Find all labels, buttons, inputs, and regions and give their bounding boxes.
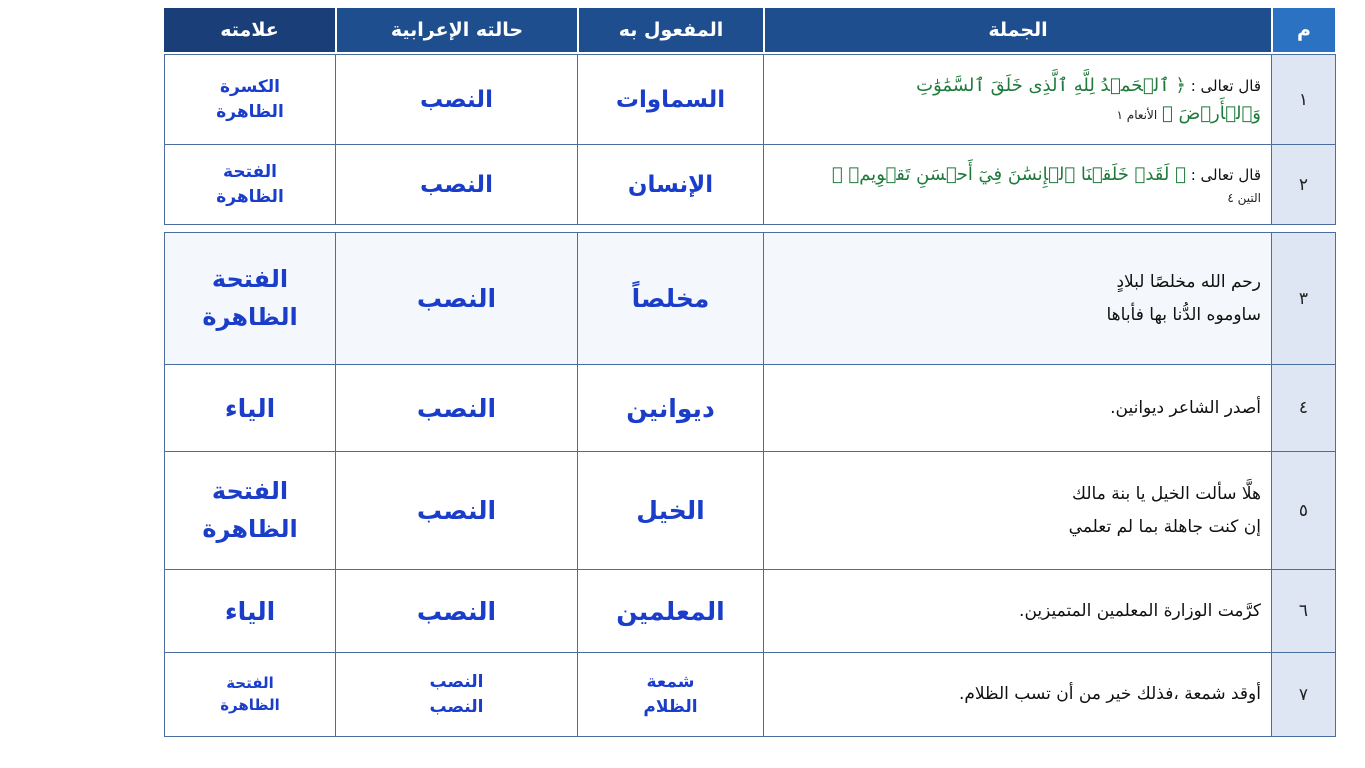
object-cell: الخيل xyxy=(578,452,764,570)
sign-cell: الفتحة الظاهرة xyxy=(165,233,336,365)
sentence-cell: هلَّا سألت الخيل يا بنة مالك إن كنت جاهلة بما لم تعلمي xyxy=(764,452,1272,570)
case-cell: النصب xyxy=(336,365,578,452)
sentence-prefix: قال تعالى : xyxy=(1185,166,1261,185)
quran-verse-continued: وَٱلۡأَرۡضَ ﴾ xyxy=(1161,102,1261,124)
case-cell: النصب xyxy=(336,145,578,225)
object-cell: الإنسان xyxy=(578,145,764,225)
object-cell: المعلمين xyxy=(578,570,764,653)
table-row xyxy=(165,55,1336,145)
verse-source: الأنعام ١ xyxy=(1116,107,1158,122)
header-number: م xyxy=(1271,8,1335,52)
row-number: ٢ xyxy=(1272,145,1336,225)
row-number: ٧ xyxy=(1272,653,1336,737)
sentence-cell: رحم الله مخلصًا لبلادٍ ساوموه الدُّنا بها فأباها xyxy=(764,233,1272,365)
sign-cell: الفتحة الظاهرة xyxy=(165,452,336,570)
sentence-cell: أصدر الشاعر ديوانين. xyxy=(764,365,1272,452)
table-row xyxy=(165,145,1336,225)
case-cell: النصب النصب xyxy=(336,653,578,737)
table-row xyxy=(165,233,1336,365)
sentence-cell xyxy=(764,145,1272,225)
quran-verse: ﴿ ٱلۡحَمۡدُ لِلَّهِ ٱلَّذِى خَلَقَ ٱلسَّمَٰوَٰتِ xyxy=(916,74,1186,96)
sentence-cell: أوقد شمعة ،فذلك خير من أن تسب الظلام. xyxy=(764,653,1272,737)
object-cell: ديوانين xyxy=(578,365,764,452)
table-lower-section xyxy=(164,232,1336,737)
header-object: المفعول به xyxy=(577,8,763,52)
sign-cell: الفتحة الظاهرة xyxy=(165,653,336,737)
table-upper-section xyxy=(164,54,1336,225)
row-number: ٤ xyxy=(1272,365,1336,452)
sign-cell: الفتحة الظاهرة xyxy=(165,145,336,225)
case-cell: النصب xyxy=(336,570,578,653)
table-header xyxy=(164,8,1335,52)
row-number: ٥ xyxy=(1272,452,1336,570)
row-number: ١ xyxy=(1272,55,1336,145)
sign-cell: الياء xyxy=(165,365,336,452)
sign-cell: الكسرة الظاهرة xyxy=(165,55,336,145)
case-cell: النصب xyxy=(336,55,578,145)
table-row xyxy=(165,452,1336,570)
header-case: حالته الإعرابية xyxy=(335,8,577,52)
header-sign: علامته xyxy=(164,8,335,52)
sentence-cell xyxy=(764,55,1272,145)
case-cell: النصب xyxy=(336,452,578,570)
sign-cell: الياء xyxy=(165,570,336,653)
object-cell: شمعة الظلام xyxy=(578,653,764,737)
row-number: ٦ xyxy=(1272,570,1336,653)
sentence-prefix: قال تعالى : xyxy=(1185,76,1261,95)
table-row xyxy=(165,365,1336,452)
row-number: ٣ xyxy=(1272,233,1336,365)
case-cell: النصب xyxy=(336,233,578,365)
table-row xyxy=(165,570,1336,653)
verse-source: التين ٤ xyxy=(1227,191,1261,206)
quran-verse: ﴿ لَقَدۡ خَلَقۡنَا ٱلۡإِنسَٰنَ فِيٓ أَحۡسَنِ تَقۡوِيمٖ ﴾ xyxy=(831,164,1186,186)
object-cell: مخلصاً xyxy=(578,233,764,365)
table-row xyxy=(165,653,1336,737)
header-sentence: الجملة xyxy=(763,8,1271,52)
sentence-cell: كرَّمت الوزارة المعلمين المتميزين. xyxy=(764,570,1272,653)
object-cell: السماوات xyxy=(578,55,764,145)
